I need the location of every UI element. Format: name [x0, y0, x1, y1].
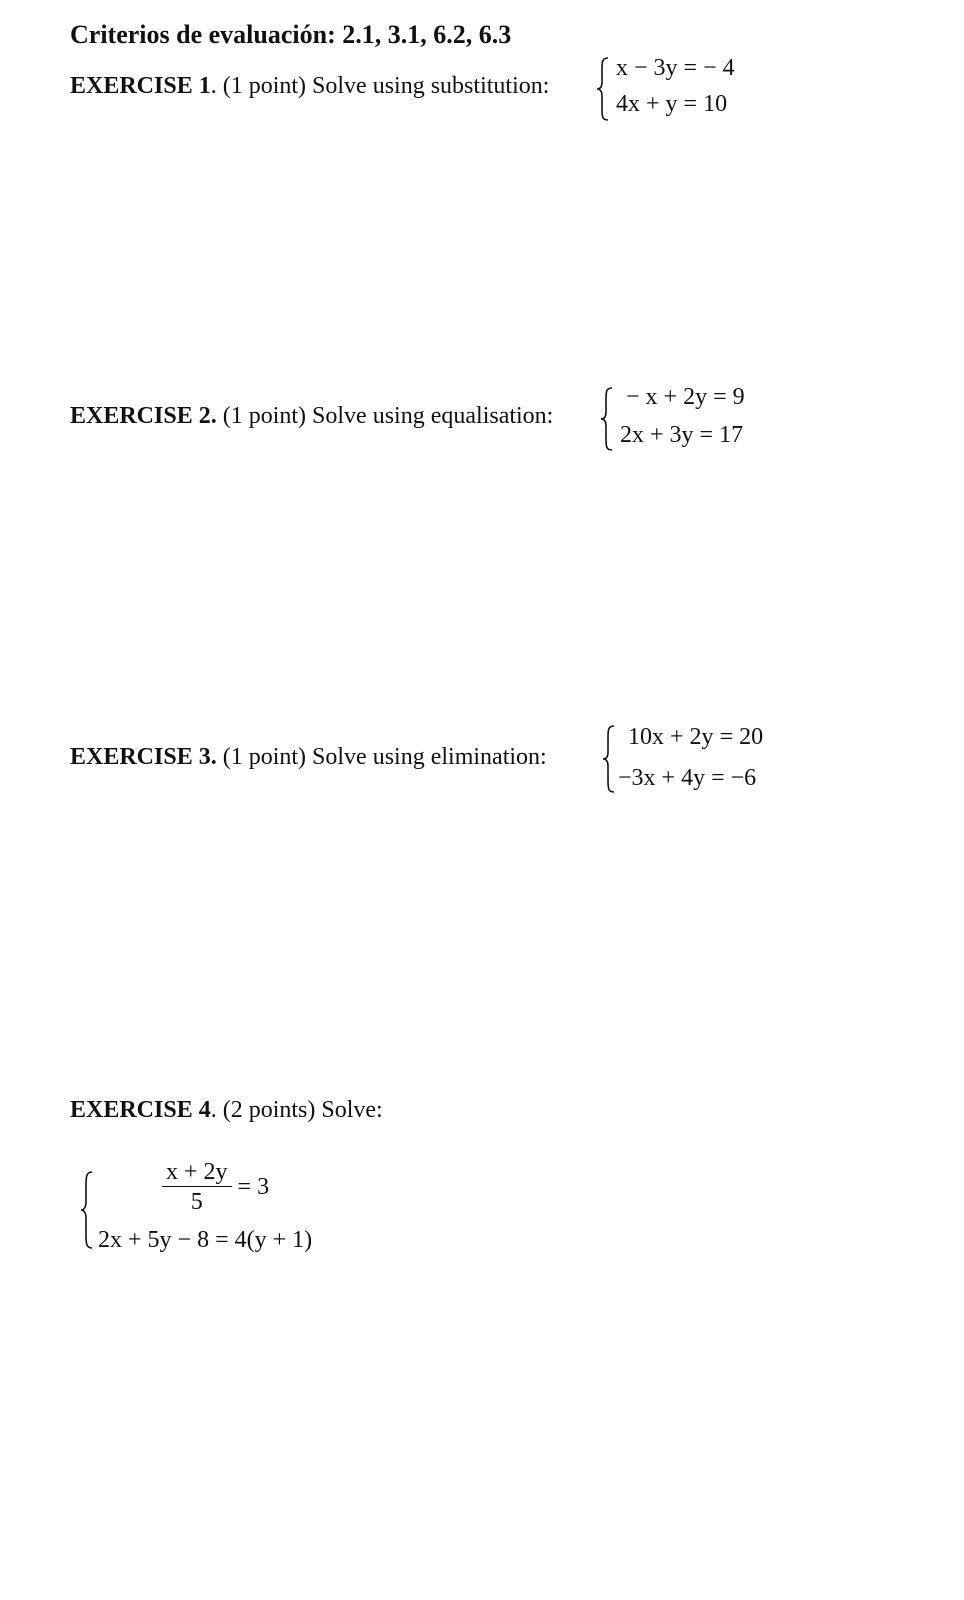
exercise-4-rhs: = 3 — [237, 1174, 270, 1200]
exercise-4-text: . (2 points) Solve: — [210, 1097, 383, 1123]
exercise-3-equation-1: 10x + 2y = 20 — [628, 724, 764, 750]
exercise-4-denominator: 5 — [190, 1189, 203, 1215]
exercise-1-label: EXERCISE 1 — [70, 73, 211, 99]
exercise-3-statement — [70, 745, 547, 769]
exercise-4-label: EXERCISE 4 — [70, 1097, 211, 1123]
exercise-4-numerator: x + 2y — [162, 1160, 232, 1187]
exercise-1-statement — [70, 74, 549, 98]
exercise-4-brace — [80, 1170, 94, 1250]
exercise-4-equation-2: 2x + 5y − 8 = 4(y + 1) — [98, 1227, 313, 1253]
exercise-2-text: (1 point) Solve using equalisation: — [216, 403, 554, 429]
exercise-4-fraction — [162, 1160, 232, 1214]
exercise-2-label: EXERCISE 2. — [70, 403, 217, 429]
exercise-3-text: (1 point) Solve using elimination: — [216, 744, 547, 770]
exercise-2-statement — [70, 404, 553, 428]
exercise-1-text: . (1 point) Solve using substitution: — [210, 73, 550, 99]
page-heading: Criterios de evaluación: 2.1, 3.1, 6.2, 6.3 — [70, 20, 512, 49]
exercise-4-equation-1 — [162, 1160, 269, 1214]
exercise-2-equation-2: 2x + 3y = 17 — [620, 422, 744, 448]
exercise-3-label: EXERCISE 3. — [70, 744, 217, 770]
exercise-1-equation-1: x − 3y = − 4 — [616, 55, 735, 81]
exercise-4-statement — [70, 1098, 383, 1122]
exercise-1-equation-2: 4x + y = 10 — [616, 91, 728, 117]
exercise-3-equation-2: −3x + 4y = −6 — [618, 765, 757, 791]
exercise-2-equation-1: − x + 2y = 9 — [626, 384, 745, 410]
exercise-2-brace — [600, 386, 614, 452]
exercise-1-brace — [596, 56, 610, 122]
exercise-3-brace — [602, 724, 616, 794]
